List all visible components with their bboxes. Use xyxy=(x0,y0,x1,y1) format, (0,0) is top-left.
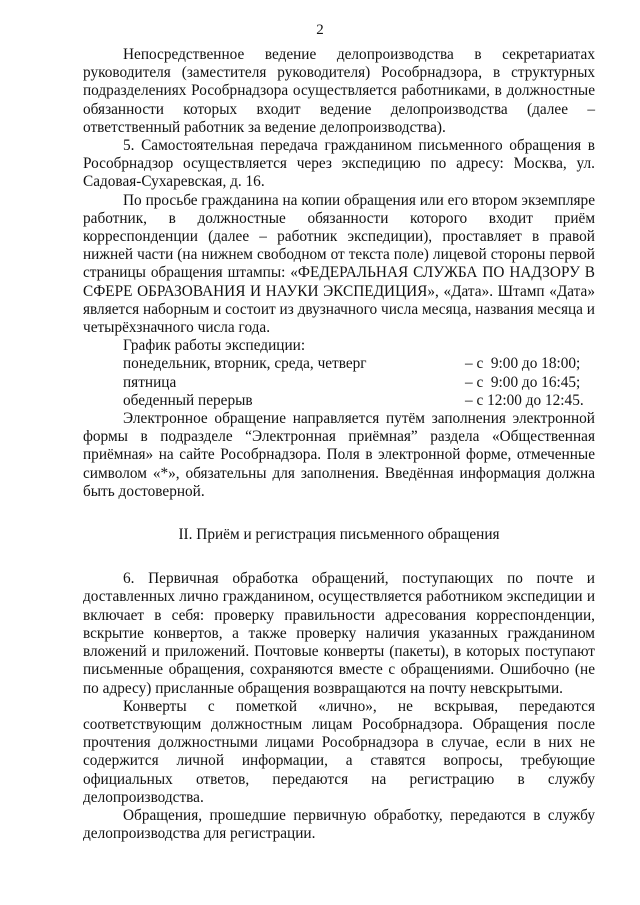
schedule-days: пятница xyxy=(123,373,177,391)
schedule-row xyxy=(123,355,595,373)
schedule-row xyxy=(123,392,595,410)
schedule-time: – с 9:00 до 18:00; xyxy=(465,355,581,373)
paragraph-intro: Непосредственное ведение делопроизводства в секретариатах руководителя (заместителя руководителя) Рособрнадзора, в структурных подразделениях Рособрнадзора осуществляется работниками, в должностные обязанности которых входит ведение делопроизводства (далее – ответственный работник за ведение делопроизводства). xyxy=(83,46,595,136)
schedule-time: – с 12:00 до 12:45. xyxy=(465,391,584,409)
paragraph-electronic: Электронное обращение направляется путём заполнения электронной формы в подразделе “Электронная приёмная” раздела «Общественная приёмная» на сайте Рособрнадзора. Поля в электронной форме, отмеченные символом «*», обязательны для заполнения. Введённая информация должна быть достоверной. xyxy=(83,410,595,500)
schedule-title: График работы экспедиции: xyxy=(123,337,306,355)
document-body xyxy=(83,46,595,843)
paragraph-6: 6. Первичная обработка обращений, поступающих по почте и доставленных лично гражданином, осуществляется работником экспедиции и включает в себя: проверку правильности адресования корреспонденции, вскрытие конвертов, а также проверку наличия указанных гражданином вложений и приложений. Почтовые конверты (пакеты), в которых поступают письменные обращения, сохраняются вместе с обращениями. Ошибочно (не по адресу) присланные обращения возвращаются на почту невскрытыми. xyxy=(83,570,595,697)
schedule-time: – с 9:00 до 16:45; xyxy=(465,373,581,391)
page-number: 2 xyxy=(316,22,324,38)
paragraph-5: 5. Самостоятельная передача гражданином письменного обращения в Рособрнадзор осуществляется через экспедицию по адресу: Москва, ул. Садовая-Сухаревская, д. 16. xyxy=(83,137,595,191)
schedule-days: обеденный перерыв xyxy=(123,391,253,409)
section-heading: II. Приём и регистрация письменного обращения xyxy=(178,526,500,544)
schedule-table xyxy=(123,355,595,410)
paragraph-final: Обращения, прошедшие первичную обработку, передаются в службу делопроизводства для регистрации. xyxy=(83,806,595,843)
paragraph-stamp: По просьбе гражданина на копии обращения или его втором экземпляре работник, в должностные обязанности которого входит приём корреспонденции (далее – работник экспедиции), проставляет в правой нижней части (на нижнем свободном от текста поле) лицевой стороны первой страницы обращения штампы: «ФЕДЕРАЛЬНАЯ СЛУЖБА ПО НАДЗОРУ В СФЕРЕ ОБРАЗОВАНИЯ И НАУКИ ЭКСПЕДИЦИЯ», «Дата». Штамп «Дата» является наборным и состоит из двузначного числа месяца, названия месяца и четырёхзначного числа года. xyxy=(83,191,595,337)
paragraph-envelopes: Конверты с пометкой «лично», не вскрывая, передаются соответствующим должностным лицам Рособрнадзора. Обращения после прочтения должностными лицами Рособрнадзора в случае, если в них не содержится личной информации, а ставятся вопросы, требующие официальных ответов, передаются на регистрацию в службу делопроизводства. xyxy=(83,697,595,806)
schedule-days: понедельник, вторник, среда, четверг xyxy=(123,355,367,373)
schedule-row xyxy=(123,374,595,392)
